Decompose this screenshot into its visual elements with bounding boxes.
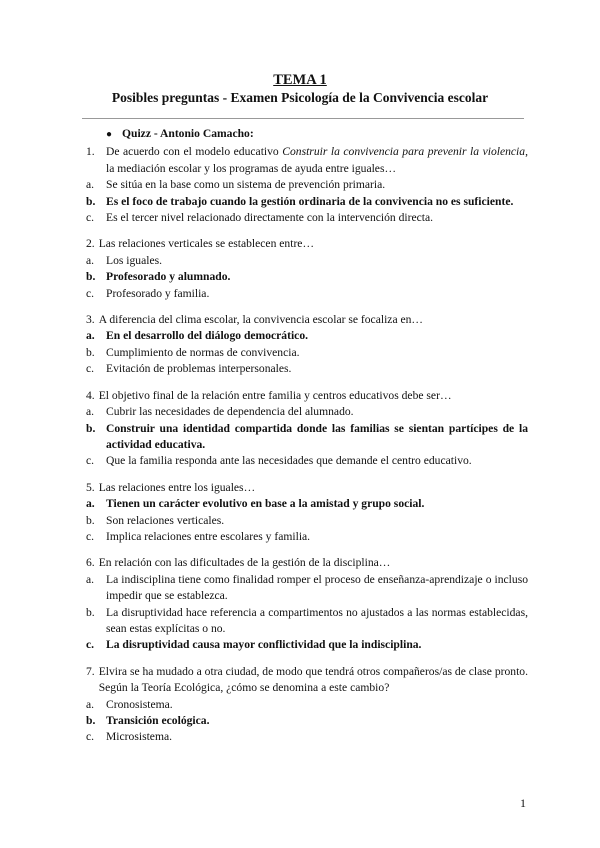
- quiz-content: [86, 126, 528, 746]
- question-number: 7.: [86, 664, 95, 678]
- question-text: Las relaciones verticales se establecen entre…: [98, 237, 315, 251]
- answer-option: [86, 529, 528, 545]
- answer-option: [86, 253, 528, 269]
- option-text: Se sitúa en la base como un sistema de prevención primaria.: [106, 178, 386, 192]
- option-letter: c.: [86, 286, 95, 300]
- answer-option: [86, 453, 528, 469]
- option-text: Construir una identidad compartida donde las familias se sientan partícipes de la actividad educativa.: [106, 421, 528, 451]
- option-letter: a.: [86, 697, 95, 711]
- option-text: La disruptividad hace referencia a compartimentos no ajustados a las normas establecidas, sean estas explícitas o no.: [106, 605, 528, 635]
- option-letter: b.: [86, 345, 95, 359]
- question-text: En relación con las dificultades de la gestión de la disciplina…: [98, 556, 391, 570]
- question-number: 1.: [86, 145, 95, 159]
- question-2: [86, 236, 528, 252]
- option-text: Cronosistema.: [106, 697, 173, 711]
- question-number: 6.: [86, 556, 95, 570]
- option-text: Cumplimiento de normas de convivencia.: [106, 345, 300, 359]
- document-title: TEMA 1: [273, 72, 327, 88]
- section-label: Quizz - Antonio Camacho:: [122, 127, 254, 140]
- question-5: [86, 480, 528, 496]
- section-heading: [106, 126, 528, 143]
- answer-option-correct: [86, 194, 528, 210]
- answer-option-correct: [86, 421, 528, 454]
- option-letter: a.: [86, 329, 95, 343]
- answer-option: [86, 513, 528, 529]
- option-letter: b.: [86, 513, 95, 527]
- question-text: Elvira se ha mudado a otra ciudad, de modo que tendrá otros compañeros/as de clase pronto. Según la Teoría Ecológica, ¿cómo se denomina a este cambio?: [98, 664, 528, 695]
- answer-option-correct: [86, 496, 528, 512]
- option-letter: a.: [86, 253, 95, 267]
- option-text: Los iguales.: [106, 253, 163, 267]
- option-text: En el desarrollo del diálogo democrático.: [106, 329, 309, 343]
- option-letter: c.: [86, 529, 95, 543]
- option-letter: c.: [86, 362, 95, 376]
- option-letter: a.: [86, 178, 95, 192]
- answer-option: [86, 345, 528, 361]
- question-number: 2.: [86, 237, 95, 251]
- question-list: [86, 144, 528, 745]
- answer-option: [86, 361, 528, 377]
- answer-option: [86, 572, 528, 605]
- option-letter: b.: [86, 270, 96, 284]
- answer-option: [86, 697, 528, 713]
- question-number: 4.: [86, 388, 95, 402]
- bullet-icon: ●: [106, 129, 113, 140]
- option-text: Cubrir las necesidades de dependencia del alumnado.: [106, 405, 354, 419]
- answer-option: [86, 404, 528, 420]
- option-letter: b.: [86, 194, 96, 208]
- option-text: Son relaciones verticales.: [106, 513, 225, 527]
- option-letter: b.: [86, 421, 96, 435]
- question-text: A diferencia del clima escolar, la convivencia escolar se focaliza en…: [98, 313, 424, 327]
- question-4: [86, 388, 528, 404]
- answer-option-correct: [86, 713, 528, 729]
- option-text: Implica relaciones entre escolares y familia.: [106, 529, 311, 543]
- option-letter: c.: [86, 638, 95, 652]
- option-letter: a.: [86, 405, 95, 419]
- answer-option: [86, 729, 528, 745]
- option-text: Que la familia responda ante las necesidades que demande el centro educativo.: [106, 454, 472, 468]
- question-number: 3.: [86, 313, 95, 327]
- question-text: El objetivo final de la relación entre familia y centros educativos debe ser…: [98, 388, 452, 402]
- question-6: [86, 555, 528, 571]
- option-letter: b.: [86, 714, 96, 727]
- answer-option-correct: [86, 637, 528, 653]
- option-letter: c.: [86, 730, 95, 744]
- question-7: [86, 664, 528, 697]
- question-text: Las relaciones entre los iguales…: [98, 480, 256, 494]
- option-text: La disruptividad causa mayor conflictividad que la indisciplina.: [106, 638, 422, 652]
- question-text-prefix: De acuerdo con el modelo educativo: [106, 145, 283, 159]
- question-3: [86, 312, 528, 328]
- option-letter: a.: [86, 497, 95, 511]
- answer-option-correct: [86, 269, 528, 285]
- option-text: Tienen un carácter evolutivo en base a la amistad y grupo social.: [106, 497, 425, 511]
- answer-option: [86, 605, 528, 638]
- option-text: La indisciplina tiene como finalidad romper el proceso de enseñanza-aprendizaje o incluso impedir que se establezca.: [106, 572, 528, 603]
- question-text: [106, 144, 528, 177]
- option-text: Profesorado y alumnado.: [106, 270, 231, 284]
- option-text: Es el foco de trabajo cuando la gestión ordinaria de la convivencia no es suficiente.: [106, 194, 514, 208]
- option-letter: c.: [86, 454, 95, 468]
- option-letter: a.: [86, 572, 95, 586]
- option-letter: b.: [86, 605, 95, 619]
- option-text: Transición ecológica.: [106, 714, 210, 727]
- option-text: Es el tercer nivel relacionado directamente con la intervención directa.: [106, 211, 434, 225]
- answer-option-correct: [86, 328, 528, 344]
- answer-option: [86, 286, 528, 302]
- question-number: 5.: [86, 480, 95, 494]
- option-text: Evitación de problemas interpersonales.: [106, 362, 292, 376]
- header-divider: [82, 118, 524, 119]
- question-text-italic: Construir la convivencia para prevenir la violencia: [282, 145, 526, 159]
- option-text: Microsistema.: [106, 730, 173, 744]
- question-text-suffix: , la mediación escolar y los programas de ayuda entre iguales…: [106, 145, 528, 175]
- answer-option: [86, 210, 528, 226]
- document-subtitle: Posibles preguntas - Examen Psicología de la Convivencia escolar: [111, 90, 489, 105]
- option-text: Profesorado y familia.: [106, 286, 210, 300]
- answer-option: [86, 177, 528, 193]
- option-letter: c.: [86, 211, 95, 225]
- page-number: 1: [520, 796, 526, 810]
- question-1: [86, 144, 528, 177]
